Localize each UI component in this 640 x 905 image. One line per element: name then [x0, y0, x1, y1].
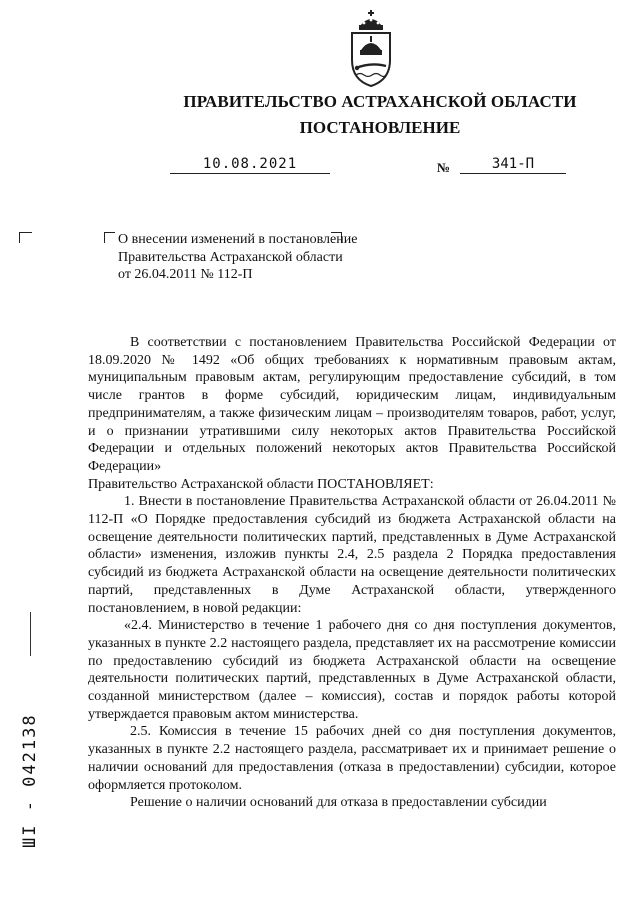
margin-corner-mark: [19, 232, 32, 243]
document-type-title: ПОСТАНОВЛЕНИЕ: [299, 118, 461, 137]
document-number-label: №: [437, 160, 451, 175]
form-serial-number: ШI - 042138: [20, 713, 40, 848]
body-paragraph-item-1: 1. Внести в постановление Правительства Астраханской области от 26.04.2011 № 112-П «О Порядке предоставления субсидий из бюджета Астраханской области на освещение деятельности политических партий, представленных в Думе Астраханской области» изменения, изложив пункты 2.4, 2.5 раздела 2 Порядка предоставления субсидий из бюджета Астраханской области на освещение деятельности политических партий, представленных в Думе Астраханской области, утвержденного постановлением, в новой редакции:: [88, 494, 616, 616]
body-paragraph-decision: Решение о наличии оснований для отказа в предоставлении субсидии: [130, 795, 547, 811]
margin-line-mark: [30, 612, 31, 656]
body-paragraph-2-5: 2.5. Комиссия в течение 15 рабочих дней со дня поступления документов, указанных в пункте 2.2 настоящего раздела, рассматривает их и принимает решение о наличии оснований для предоставления (отказа в предоставлении) субсидии, которое оформляется протоколом.: [88, 724, 616, 793]
body-paragraph-resolves: Правительство Астраханской области ПОСТАНОВЛЯЕТ:: [88, 476, 434, 492]
document-number: 341-П: [460, 156, 566, 174]
document-body: [88, 334, 616, 812]
body-paragraph-preamble: В соответствии с постановлением Правительства Российской Федерации от 18.09.2020 № 1492 «Об общих требованиях к нормативным правовым актам, муниципальным правовым актам, регулирующим предоставление субсидий, в том числе грантов в форме субсидий, юридическим лицам, индивидуальным предпринимателям, а также физическим лицам – производителям товаров, работ, услуг, и о признании утратившими силу некоторых актов Правительства Российской Федерации и отдельных положений некоторых актов Правительства Российской Федерации»: [88, 335, 616, 474]
coat-of-arms-emblem: [346, 8, 396, 88]
body-paragraph-2-4: «2.4. Министерство в течение 1 рабочего дня со дня поступления документов, указанных в пункте 2.2 настоящего раздела, представляет их на рассмотрение комиссии по предоставлению субсидий из бюджета Астраханской области на освещение деятельности политических партий, представленных в Думе Астраханской области, созданной министерством (далее – комиссия), состав и порядок работы которой утверждается правовым актом министерства.: [88, 618, 616, 722]
document-date: 10.08.2021: [170, 156, 330, 174]
document-subject: О внесении изменений в постановление Правительства Астраханской области от 26.04.2011 № 112-П: [118, 232, 358, 282]
government-title: ПРАВИТЕЛЬСТВО АСТРАХАНСКОЙ ОБЛАСТИ: [183, 92, 577, 111]
subject-corner-mark-left: [104, 232, 115, 243]
